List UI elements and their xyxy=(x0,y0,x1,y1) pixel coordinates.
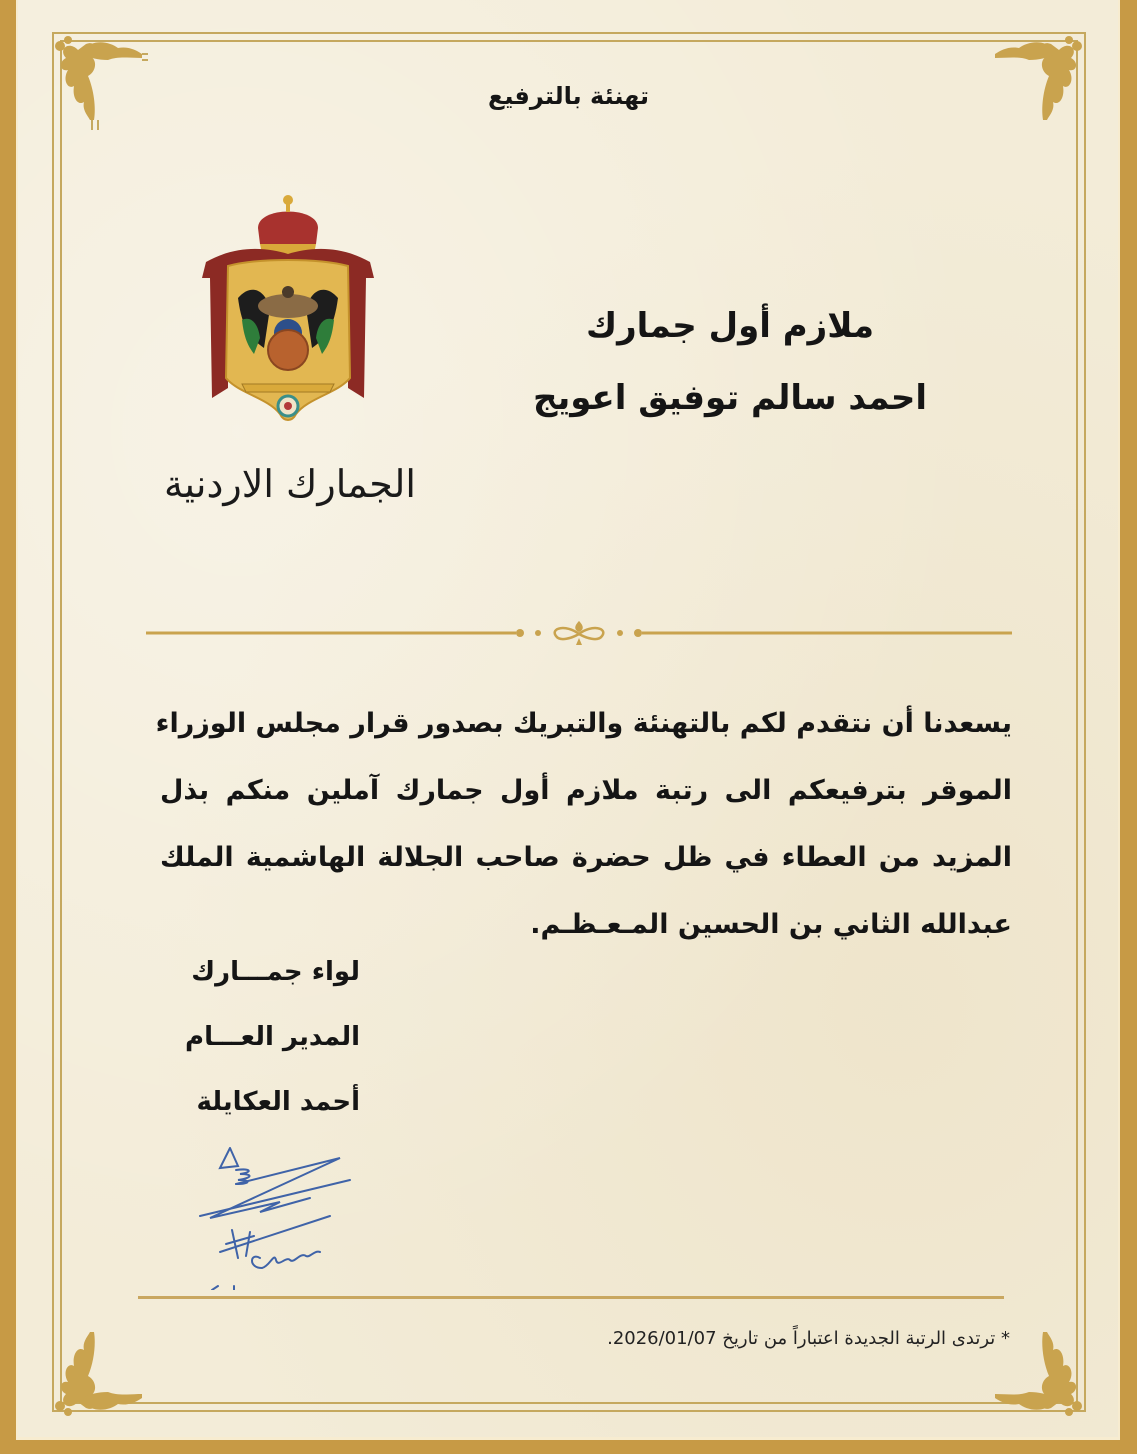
recipient-rank: ملازم أول جمارك xyxy=(585,306,875,346)
corner-ornament-icon xyxy=(989,20,1099,130)
recipient-name: احمد سالم توفيق اعويج xyxy=(532,378,928,418)
signatory-name: أحمد العكايلة xyxy=(196,1087,360,1117)
body-line: المزيد من العطاء في ظل حضرة صاحب الجلالة الهاشمية الملك xyxy=(160,842,1012,873)
signatory-title: المدير العـــام xyxy=(185,1022,360,1052)
body-line: يسعدنا أن نتقدم لكم بالتهنئة والتبريك بصدور قرار مجلس الوزراء xyxy=(155,708,1012,739)
effective-date-note: * ترتدى الرتبة الجديدة اعتباراً من تاريخ 2026/01/07. xyxy=(607,1328,1010,1349)
footer-divider xyxy=(138,1296,1004,1299)
corner-ornament-icon xyxy=(38,1322,148,1432)
ornamental-divider xyxy=(146,618,1012,648)
certificate-heading: تهنئة بالترفيع xyxy=(487,82,650,110)
organization-name: الجمارك الاردنية xyxy=(164,462,416,506)
signatory-block xyxy=(160,940,360,1135)
handwritten-signature xyxy=(190,1140,360,1290)
coat-of-arms-icon xyxy=(198,188,378,430)
congratulation-body xyxy=(155,690,1012,958)
signatory-rank: لواء جمـــارك xyxy=(191,957,360,987)
body-line: الموقر بترفيعكم الى رتبة ملازم أول جمارك آملين منكم بذل xyxy=(160,775,1012,806)
corner-ornament-icon xyxy=(38,20,148,130)
body-line: عبدالله الثاني بن الحسين المـعـظـم. xyxy=(530,909,1012,940)
